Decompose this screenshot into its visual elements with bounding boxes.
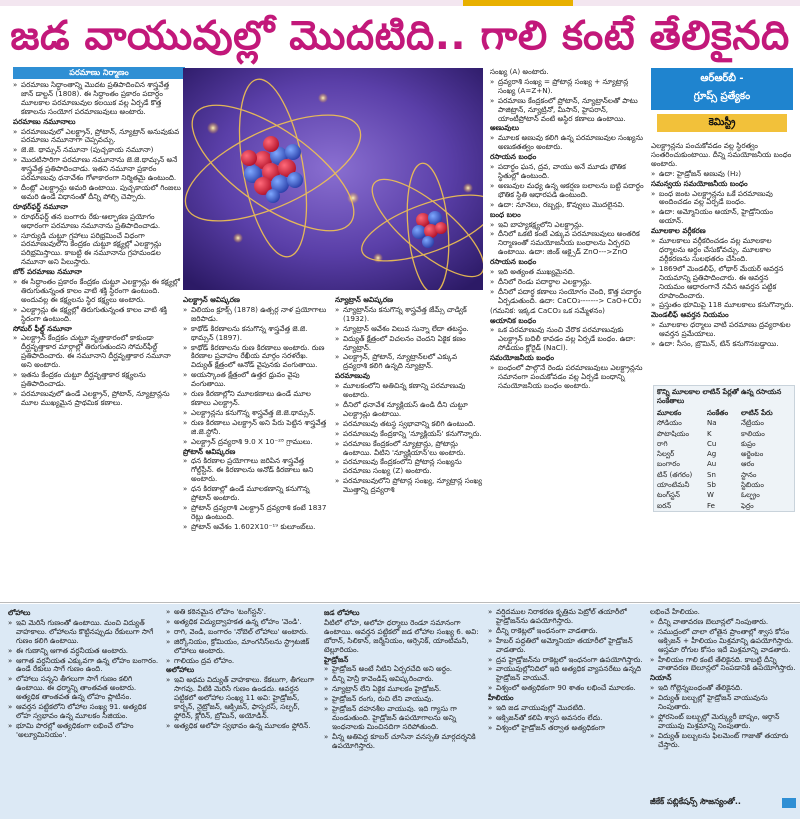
table-cell: Sn — [707, 470, 716, 479]
paragraph: » ఎలక్ట్రాన్లు ఈ కక్ష్యల్లో తిరుగుతున్నంత కాలం వాటి శక్తి స్థిరంగా ఉంటుంది. — [13, 306, 183, 324]
paragraph: » ఉదా: హైడ్రోజన్ అణువు (H₂) — [651, 170, 795, 179]
paragraph: » దీనిలో రెండు పదార్థాల ఎలక్ట్రాన్లు. — [490, 278, 646, 287]
paragraph: » ఎలక్ట్రాన్, ప్రోటాన్, న్యూట్రాన్‌లలో ఎక్కువ ద్రవ్యరాశి కలిగి ఉన్నది న్యూట్రాన్. — [335, 353, 483, 371]
subheading: లోహాలు — [8, 608, 31, 617]
paragraph: » పరమాణువు తటస్థ స్వభావాన్ని కలిగి ఉంటుంది. — [335, 420, 483, 429]
table-cell: టిన్ (తగరం) — [657, 470, 693, 479]
paragraph: » పరమాణువులోని ప్రోటాన్ల సంఖ్య, న్యూట్రాన్ల సంఖ్య మొత్తాన్ని ద్రవ్యరాశి — [335, 477, 483, 495]
paragraph: » బంధంలో పాల్గొనే రెండు పరమాణువులు ఎలక్ట్రాన్లను సమానంగా పంచుకోవడం వల్ల ఏర్పడే బంధాన్ని సమయోజనీయ బంధం అంటారు. — [490, 364, 646, 391]
subheading: హైడ్రోజన్ — [324, 654, 349, 664]
paragraph: » ఇతను కేంద్రకం చుట్టూ దీర్ఘవృత్తాకార కక్ష్యలను ప్రతిపాదించాడు. — [13, 371, 183, 389]
subheading: అయానిక బంధం — [490, 315, 537, 325]
paragraph: » గాలియం ద్రవ లోహం. — [166, 657, 318, 666]
paragraph: » అణువుల మధ్య ఉన్న ఆకర్షణ బలాలను బట్టి పదార్థం భౌతిక స్థితి ఆధారపడి ఉంటుంది. — [490, 182, 646, 200]
divider — [0, 602, 800, 603]
paragraph: » ప్రస్తుతం భూమిపై 118 మూలకాలు కనుగొన్నారు. — [651, 301, 795, 310]
table-cell: స్టిబియం — [741, 481, 764, 490]
column-1 — [13, 81, 183, 601]
subheading: ప్రోటాన్ ఆవిష్కరణ — [183, 446, 236, 456]
paragraph: » ఉదా: నూనెలు, రబ్బర్లు, కొవ్వులు మొదలైనవి. — [490, 201, 646, 210]
paragraph: » ఈ గుణాన్ని ఆగాత వర్ధనీయత అంటారు. — [8, 647, 160, 656]
table-body — [654, 418, 794, 511]
table-cell: K — [707, 429, 712, 438]
series-badge — [651, 68, 793, 138]
series-badge-title — [651, 68, 793, 110]
subheading: పరమాణు నమూనాలు — [13, 116, 76, 126]
section-label: పరమాణు నిర్మాణం — [13, 67, 185, 79]
table-row — [654, 501, 794, 511]
paragraph: » 1869లో మెండలీఫ్, లోథార్ మేయర్ ఆవర్తన నియమాన్ని ప్రతిపాదించారు. ఈ ఆవర్తన నియమం ఆధారంగానే నవీన ఆవర్తన పట్టిక రూపొందించారు. — [651, 265, 795, 301]
paragraph: » విద్యుత్ బల్బులను ఫిలమెంట్ గాజుతో తయారు చేస్తారు. — [650, 732, 796, 750]
paragraph: » సముద్రంలో చాలా లోతైన ప్రాంతాల్లో శ్వాస కోసం ఆక్సిజన్ + హీలియం మిశ్రమాన్ని ఉపయోగిస్తారు. ఆస్తమా రోగుల కోసం ఇదే మిశ్రమాన్ని వాడతారు. — [650, 628, 796, 655]
paragraph: » కాథోడ్ కిరణాలను కనుగొన్న శాస్త్రవేత్త జె.జె. థామ్సన్ (1897). — [183, 325, 329, 343]
paragraph: » అయస్కాంత క్షేత్రంలో ఉత్తర ధ్రువం వైపు వంగుతాయి. — [183, 371, 329, 389]
table-cell: అర్జెంటం — [741, 450, 764, 459]
paragraph: » విశ్వంలో హైడ్రోజన్ తర్వాత అత్యధికంగా — [488, 724, 644, 733]
lower-column-2 — [166, 608, 318, 814]
paragraph: » పదార్థం ఘన, ద్రవ, వాయు అనే మూడు భౌతిక స్థితుల్లో ఉంటుంది. — [490, 163, 646, 181]
paragraph: » జె.జె. థామ్సన్ నమూనా (పుచ్చకాయ నమూనా) — [13, 146, 183, 155]
paragraph: » సూర్యుడి చుట్టూ గ్రహాలు పరిభ్రమించే విధంగా పరమాణువులోని కేంద్రకం చుట్టూ కక్ష్యల్లో ఎలక్ట్రాన్లు పరిభ్రమిస్తాయి. కాబట్టి ఈ నమూనాను గ్రహమండల నమూనా అని పిలుస్తారు. — [13, 232, 183, 268]
paragraph: » అత్యధిక విద్యుద్వాహకత ఉన్న లోహం 'వెండి'. — [166, 618, 318, 627]
table-cell: రాగి — [657, 439, 668, 448]
paragraph: » ఇవి మెరిసే గుణంతో ఉంటాయి. మంచి విద్యుత్ వాహకాలు. లోహాలను కొట్టినప్పుడు రేకులుగా సాగే గుణం కలిగి ఉంటాయి. — [8, 619, 160, 646]
column-3 — [335, 295, 483, 601]
table-cell: ఓల్ఫ్రం — [741, 491, 760, 500]
table-cell: పొటాషియం — [657, 429, 690, 438]
subheading: పరమాణువు — [335, 371, 370, 381]
paragraph: » ఇది జడ వాయువుల్లో మొదటిది. — [488, 704, 644, 713]
table-row — [654, 439, 794, 449]
paragraph: » ఇది గోల్లెన్నబంధంతో తేలికైనది. — [650, 684, 796, 693]
paragraph: » పరమాణువు కేంద్రకంలోని ప్రోటాన్ల సంఖ్యను పరమాణు సంఖ్య (Z) అంటారు. — [335, 458, 483, 476]
subheading: బోర్ పరమాణు నమూనా — [13, 267, 82, 277]
subheading: అణువులు — [490, 123, 519, 133]
paragraph: » దీన్ని వాతావరణ బెలూన్లలో నింపుతారు. — [650, 618, 796, 627]
paragraph: » దీనిలో ధనావేశ న్యూక్లియస్ ఉండి దీని చుట్టూ ఎలక్ట్రాన్లు ఉంటాయి. — [335, 401, 483, 419]
paragraph: » విలియం క్రూక్స్ (1878) ఉత్సర్గ నాళ ప్రయోగాలు జరిపాడు. — [183, 306, 329, 324]
table-header-row — [654, 408, 794, 418]
paragraph: » జిర్కోనియం, క్రోమియం, మాంగనీస్‌లను స్ట్రాటజిక్ లోహాలు అంటారు. — [166, 638, 318, 656]
paragraph: » ఈ సిద్ధాంతం ప్రకారం కేంద్రకం చుట్టూ ఎలక్ట్రాన్లు ఈ కక్ష్యల్లో తిరుగుతున్నంత కాలం వాటి శక్తి స్థిరంగా ఉంటుంది. అందువల్ల ఈ కక్ష్యలను స్థిర కక్ష్యలు అంటారు. — [13, 278, 183, 305]
paragraph: » ధన కిరణాల ప్రయోగాలు జరిపిన శాస్త్రవేత్త గోల్డ్‌స్టీన్. ఈ కిరణాలను ఆనోడ్ కిరణాలు అని అంటారు. — [183, 457, 329, 484]
table-cell: కుప్రం — [741, 439, 756, 448]
paragraph: » ద్రవ హైడ్రోజన్‌ను రాకెట్లలో ఇంధనంగా ఉపయోగిస్తారు. — [488, 656, 644, 665]
paragraph: » ఎలక్ట్రాన్ ద్రవ్యరాశి 9.0 X 10⁻²⁸ గ్రాములు. — [183, 438, 329, 447]
paragraph: » ఒక పరమాణువు నుంచి వేరొక పరమాణువుకు ఎలక్ట్రాన్ బదిలీ కావడం వల్ల ఏర్పడే బంధం. ఉదా: సోడియం క్లోరైడ్ (NaCl). — [490, 326, 646, 353]
paragraph: » పరమాణువులో ఎలక్ట్రాన్, ప్రోటాన్, న్యూట్రాన్ అనువుకువ పరమాణు నమూనాగా చెప్పవచ్చు. — [13, 128, 183, 146]
table-cell: సిల్వర్ — [657, 450, 675, 459]
paragraph: » ప్రోటాన్ ద్రవ్యరాశి ఎలక్ట్రాన్ ద్రవ్యరాశి కంటే 1837 రెట్లు ఉంటుంది. — [183, 504, 329, 522]
paragraph: » దీనిలో పదార్థ కణాలు సంయోగం చెంది, కొత్త పదార్థం ఏర్పడుతుంది. ఉదా: CaCO₃-------> CaO+CO₂ — [490, 288, 646, 306]
paragraph: » న్యూట్రాన్‌ను కనుగొన్న శాస్త్రవేత్త జేమ్స్ చాడ్విక్ (1932). — [335, 306, 483, 324]
table-cell: Au — [707, 460, 717, 469]
page-headline: జడ వాయువుల్లో మొదటిది.. గాలి కంటే తేలికైనది — [10, 13, 790, 59]
table-cell: W — [707, 491, 714, 500]
subheading: హీలియం — [488, 693, 514, 703]
paragraph: » రూథర్‌ఫర్డ్ తన బంగారు రేకు-ఆల్ఫాకణ ప్రయోగం ఆధారంగా పరమాణు నమూనాను ప్రతిపాదించాడు. — [13, 213, 183, 231]
table-caption: కొన్ని మూలకాల లాటిన్ పేర్లతో ఉన్న రసాయన సంకేతాలు — [657, 388, 782, 405]
subject-label: కెమిస్ట్రీ — [657, 114, 787, 132]
paragraph: » హైడ్రోజన్ అంటే నీటిని ఏర్పరచేది అని అర్థం. — [324, 665, 480, 674]
table-cell: స్టానం — [741, 470, 757, 479]
lower-column-1 — [8, 608, 160, 814]
table-header: లాటిన్ పేరు — [741, 409, 773, 417]
subheading: సోమర్ ఫీల్డ్ నమూనా — [13, 323, 72, 333]
paragraph: » రుణ కిరణాలు ఎలక్ట్రాన్ అని పేరు పెట్టిన శాస్త్రవేత్త జి.జె.స్టోనీ. — [183, 419, 329, 437]
subheading: రసాయన బంధం — [490, 152, 537, 162]
series-badge-line2: గ్రూప్స్ ప్రత్యేకం — [693, 91, 751, 102]
table-cell: Na — [707, 419, 717, 428]
table-cell: యాంటిమనీ — [657, 481, 690, 490]
table-cell: కాలియం — [741, 429, 765, 438]
paragraph: » రాగి, వెండి, బంగారం 'నోబెల్ లోహాలు' అంటారు. — [166, 628, 318, 637]
paragraph: » దీంట్లో ఎలక్ట్రాన్లు అమరి ఉంటాయి. పుచ్చకాయలో గింజలు అమరి ఉండే విధానంతో దీన్ని పోల్చి చెప్పారు. — [13, 184, 183, 202]
paragraph: » విద్యుత్ బల్బుల్లో హైడ్రోజన్ వాయువును నింపుతారు. — [650, 694, 796, 712]
atom-illustration — [183, 68, 483, 290]
paragraph: » దీనిలో ఒకటి కంటే ఎక్కువ పరమాణువులు అంతరిక నిర్మాణంతో సమయోజనీయ బంధాలను ఏర్పరచి ఉంటాయి. ఉదా: జింక్ ఆక్సైడ్ ZnO--->ZnO — [490, 230, 646, 257]
paragraph: » దీన్ని హెన్రీ కావెండిష్ ఆవిష్కరించారు. — [324, 675, 480, 684]
column-5 — [651, 142, 795, 382]
paragraph: » వర్షిదముల నిరాకరణ కృత్రిమ పెట్రోల్ తయారీలో హైడ్రోజన్‌ను ఉపయోగిస్తారు. — [488, 608, 644, 626]
table-row — [654, 480, 794, 490]
paragraph: » పరమాణువులో ఉండే ఎలక్ట్రాన్, ప్రోటాన్, న్యూట్రాన్లను మూల ముఖ్యమైన ప్రాథమిక కణాలు. — [13, 390, 183, 408]
paragraph: » ఇది అత్యంత ముఖ్యమైనది. — [490, 268, 646, 277]
paragraph: » ఇవి బాహ్యకక్ష్యలోని ఎలక్ట్రాన్లు. — [490, 221, 646, 230]
paragraph: » మూలక అణువు కలిగి ఉన్న పరమాణువుల సంఖ్యను అణుకతత్వం అంటారు. — [490, 134, 646, 152]
paragraph: » ద్రవ్యరాశి సంఖ్య = ప్రోటాన్ల సంఖ్య + న్యూట్రాన్ల సంఖ్య (A=Z+N). — [490, 78, 646, 96]
paragraph: సంఖ్య (A) అంటారు. — [490, 68, 549, 76]
subheading: సమన్వయ సమయోజనీయ బంధం — [651, 178, 748, 188]
latin-names-table — [653, 385, 795, 512]
paragraph: » పరమాణువు కేంద్రకాన్ని 'న్యూక్లియస్' కనుగొన్నారు. — [335, 430, 483, 439]
paragraph: » అతి కఠినమైన లోహం 'టంగ్‌స్టన్'. — [166, 608, 318, 617]
paragraph: » ఆవర్తన పట్టికలోని లోహాల సంఖ్య 91. అత్యధిక లోహ స్వభావం ఉన్న మూలకం సీజియం. — [8, 703, 160, 721]
table-cell: సోడియం — [657, 419, 682, 428]
series-badge-line1: ఆర్ఆర్‌బీ - — [700, 73, 744, 84]
top-accent-highlight — [463, 0, 573, 6]
table-row — [654, 429, 794, 439]
lower-section — [0, 604, 800, 819]
table-header: సంకేతం — [707, 409, 729, 417]
table-row — [654, 449, 794, 459]
table-row — [654, 470, 794, 480]
subheading: మూలకాల వర్గీకరణ — [651, 226, 706, 236]
subheading: నియాన్ — [650, 673, 672, 683]
paragraph: » దీన్ని రాకెట్లలో ఇంధనంగా వాడతారు. — [488, 627, 644, 636]
table-cell: Fe — [707, 501, 715, 510]
table-cell: బంగారం — [657, 460, 680, 469]
subheading: న్యూట్రాన్ ఆవిష్కరణ — [335, 295, 394, 304]
credit-marker — [782, 798, 796, 808]
lower-column-4 — [488, 608, 644, 814]
table-cell: టంగ్‌స్టన్ — [657, 491, 680, 500]
paragraph: » అత్యధిక అలోహ స్వభావం ఉన్న మూలకం ఫ్లోరిన్. — [166, 722, 318, 731]
paragraph: » ఆగాత వర్ధనీయత ఎక్కువగా ఉన్న లోహం బంగారం. ఉండే రేకులు సాగే గుణం ఉంది. — [8, 657, 160, 675]
paragraph: » హీలియం గాలి కంటే తేలికైనది. కాబట్టి దీన్ని వాతావరణ బెలూన్లలో నింపడానికి ఉపయోగిస్తారు. — [650, 656, 796, 674]
column-2 — [183, 295, 329, 601]
table-row — [654, 418, 794, 428]
paragraph: » బంధ జంట ఎలక్ట్రాన్లను ఒకే పరమాణువు అందించడం వల్ల ఏర్పడే బంధం. — [651, 190, 795, 208]
table-row — [654, 490, 794, 500]
paragraph: వీటిలో లోహ, అలోహ ధర్మాలు రెండూ సమానంగా ఉంటాయి. ఆవర్తన పట్టికలో జడ లోహాల సంఖ్య 6. అవి: బోరాన్, సిలికాన్, జర్మేనియం, ఆర్సెనిక్, యాంటిమనీ, టెల్లూరియం. — [324, 617, 479, 654]
table-cell: Ag — [707, 450, 717, 459]
paragraph: » వీన్న అతిపెద్ద కూబర్ చూసినా వనస్పతి మార్గదర్శనికి ఉపయోగిస్తారు. — [324, 733, 480, 751]
paragraph: » ఉదా: అమ్మోనియం అయాన్, హైడ్రోనియం అయాన్. — [651, 208, 795, 226]
paragraph: » వాయువుల్లోనిదిలో ఇది అత్యధిక వ్యాపనరేటు ఉన్నది హైడ్రోజన్ వాయువే. — [488, 665, 644, 683]
paragraph: » కాథోడ్ కిరణాలను రుణ కిరణాలు అంటారు. రుణ కిరణాల ప్రవాహం రేఖీయ మార్గం సరళరేఖ. విద్యుత్ క్షేత్రంలో ఆనోడ్ వైపునకు వంగుతాయి. — [183, 344, 329, 371]
table-row — [654, 459, 794, 469]
paragraph: » రుణ కిరణాల్లోని మూలకణాలు ఉండే మూల కణాలు ఎలక్ట్రాన్. — [183, 390, 329, 408]
atom-illustration-svg — [183, 68, 483, 290]
paragraph: » పరమాణు సిద్ధాంతాన్ని మొదట ప్రతిపాదించిన శాస్త్రవేత్త జాన్ డాల్టన్ (1808). ఈ సిద్ధాంతం ప్రకారం పదార్థం మూలకాల పరమాణువుల కలయిక వల్ల ఏర్పడే కొత్త కణాలను సంయోగ పరమాణువులు అంటారు. — [13, 81, 183, 117]
subheading: రూథర్‌ఫర్డ్ నమూనా — [13, 201, 68, 211]
paragraph: » మొదటిసారిగా పరమాణు నమూనాను జె.జె.థామ్సన్ అనే శాస్త్రవేత్త ప్రతిపాదించాడు. ఇతని నమూనా ప్రకారం పరమాణువు ధనావేశం గోళాకారంగా నిర్మితమై ఉంటుంది. — [13, 156, 183, 183]
table-cell: Sb — [707, 481, 716, 490]
paragraph: » ఎలక్ట్రాన్ కేంద్రకం చుట్టూ వృత్తాకారంలో కాకుండా దీర్ఘవృత్తాకార మార్గాల్లో తిరుగుతుందని సోమర్‌ఫీల్డ్ ప్రతిపాదించారు. ఈ నమూనాని దీర్ఘవృత్తాకార నమూనా అని అంటారు. — [13, 334, 183, 370]
subheading: సమయోజనీయ బంధం — [490, 353, 554, 363]
table-cell: ఫెర్రం — [741, 501, 754, 510]
subheading: అలోహాలు — [166, 665, 195, 675]
table-cell: ఐరన్ — [657, 501, 672, 510]
paragraph: » విశ్వంలో అత్యధికంగా 90 శాతం లభించే మూలకం. — [488, 684, 644, 693]
subheading: జడ లోహాలు — [324, 608, 360, 617]
subheading: ఎలక్ట్రాన్ ఆవిష్కరణ — [183, 295, 240, 304]
paragraph: » హైడ్రోజన్ దహనశీల వాయువు. ఇది గ్యాసు గా మండుతుంది. హైడ్రోజన్ ఉపయోగాలను అన్ని ఇంధనాలకు మించినదిగా సరిపోతుంది. — [324, 705, 480, 732]
paragraph: » భూమి పొరల్లో అత్యధికంగా లభించే లోహం 'అల్యూమినియం'. — [8, 722, 160, 740]
table-header: మూలకం — [657, 409, 682, 417]
paragraph: » ధన కిరణాల్లో ఉండే మూలకణాన్ని కనుగొన్న ప్రోటాన్ అంటారు. — [183, 485, 329, 503]
paragraph: » ఉదా: సీసం, బ్రొమిన్, టిన్ కనుగొనబడ్డాయి. — [651, 340, 795, 349]
paragraph: » పరమాణు కేంద్రకంలో న్యూట్రాన్లు, ప్రోటాన్లు ఉంటాయి. వీటిని 'న్యూక్లియాన్'లు అంటారు. — [335, 440, 483, 458]
lower-column-5 — [650, 608, 796, 796]
paragraph: » ఎలక్ట్రాన్లను కనుగొన్న శాస్త్రవేత్త జె.జె.థామ్సన్. — [183, 409, 329, 418]
paragraph: » ఇవి అథమ విద్యుత్ వాహకాలు. కేకలుగా, తీగలుగా సాగవు. వీటికి మెరిసే గుణం ఉండదు. ఆవర్తన పట్టికలో అలోహాల సంఖ్య 11 అవి: హైడ్రోజన్, కార్బన్, నైట్రోజన్, ఆక్సిజన్, ఫాస్ఫరస్, సల్ఫర్, ఫ్లోరిన్, క్లోరిన్, బ్రోమిన్, అయోడిన్. — [166, 676, 318, 721]
column-4 — [490, 68, 646, 601]
paragraph: (గమనిక: ఇక్కడ CaCO₃ ఒక సమ్మేళనం) — [490, 305, 605, 315]
paragraph: » మూలకంలోని అతిచిన్న కణాన్ని పరమాణువు అంటారు. — [335, 382, 483, 400]
subheading: రసాయన బంధం — [490, 257, 537, 267]
paragraph: » న్యూట్రాన్ లేని ఏకైక మూలకం హైడ్రోజన్. — [324, 685, 480, 694]
subheading: మెండలీఫ్ ఆవర్తన నియమం — [651, 310, 729, 320]
paragraph: » న్యూట్రాన్ ఆవేశం విలువ సున్నా లేదా తటస్థం. — [335, 325, 483, 334]
top-accent-bar — [0, 0, 800, 6]
paragraph: » ఫ్లోరసెంట్ బల్బుల్లో మెర్క్యురీ బాష్పం, ఆర్గాన్ వాయువు మిశ్రమాన్ని నింపుతారు. — [650, 713, 796, 731]
paragraph: » ప్రోటాన్ ఆవేశం 1.602X10⁻¹⁹ కులూంబ్‌లు. — [183, 523, 329, 532]
paragraph: » మూలకాలు వర్గీకరించడం వల్ల మూలకాల ధర్మాలను అర్థం చేసుకోవచ్చు. మూలకాల వర్గీకరణను సులభతరం చేసింది. — [651, 237, 795, 264]
paragraph: » లోహాలు సన్నని తీగలుగా సాగే గుణం కలిగి ఉంటాయి. ఈ ధర్మాన్ని తాంతవత అంటారు. అత్యధిక తాంతవత ఉన్న లోహం ప్లాటినం. — [8, 675, 160, 702]
paragraph: » మూలకాల ధర్మాలు వాటి పరమాణు ద్రవ్యరాశుల ఆవర్తన ప్రమేయాలు. — [651, 321, 795, 339]
credit-line: జీకేక్ పబ్లికేషన్స్ సౌజన్యంతో.. — [650, 797, 741, 806]
paragraph: » ఆక్సిజన్‌తో కలిపి శ్వాస అవసరం లేదు. — [488, 714, 644, 723]
paragraph: » హేబర్ పద్ధతిలో అమ్మోనియా తయారీలో హైడ్రోజన్ వాడతారు. — [488, 637, 644, 655]
table-cell: ఆరం — [741, 460, 755, 469]
paragraph: » పరమాణు కేంద్రకంలో ప్రోటాన్, న్యూట్రాన్‌లతో పాటు పాజిట్రాన్, న్యూట్రినో, మీసాన్, హైపరాన్, యాంటీప్రోటాన్ వంటి అస్థిర కణాలు ఉంటాయి. — [490, 97, 646, 124]
table-cell: నేట్రియం — [741, 419, 764, 428]
paragraph: » విద్యుత్ క్షేత్రంలో విచలనం చెందని ఏకైక కణం న్యూట్రాన్. — [335, 335, 483, 353]
table-cell: Cu — [707, 439, 717, 448]
paragraph: ఎలక్ట్రాన్లను పంచుకోవడం వల్ల స్థిరత్వం సంతరించుకుంటాయి. దీన్ని సమయోజనీయ బంధం అంటారు. — [651, 142, 792, 168]
subheading: బంధ బలం — [490, 209, 521, 219]
lower-column-3 — [324, 608, 480, 814]
paragraph: » హైడ్రోజన్ రంగు, రుచి లేని వాయువు. — [324, 695, 480, 704]
paragraph: లభించే హీలియం. — [650, 608, 700, 616]
